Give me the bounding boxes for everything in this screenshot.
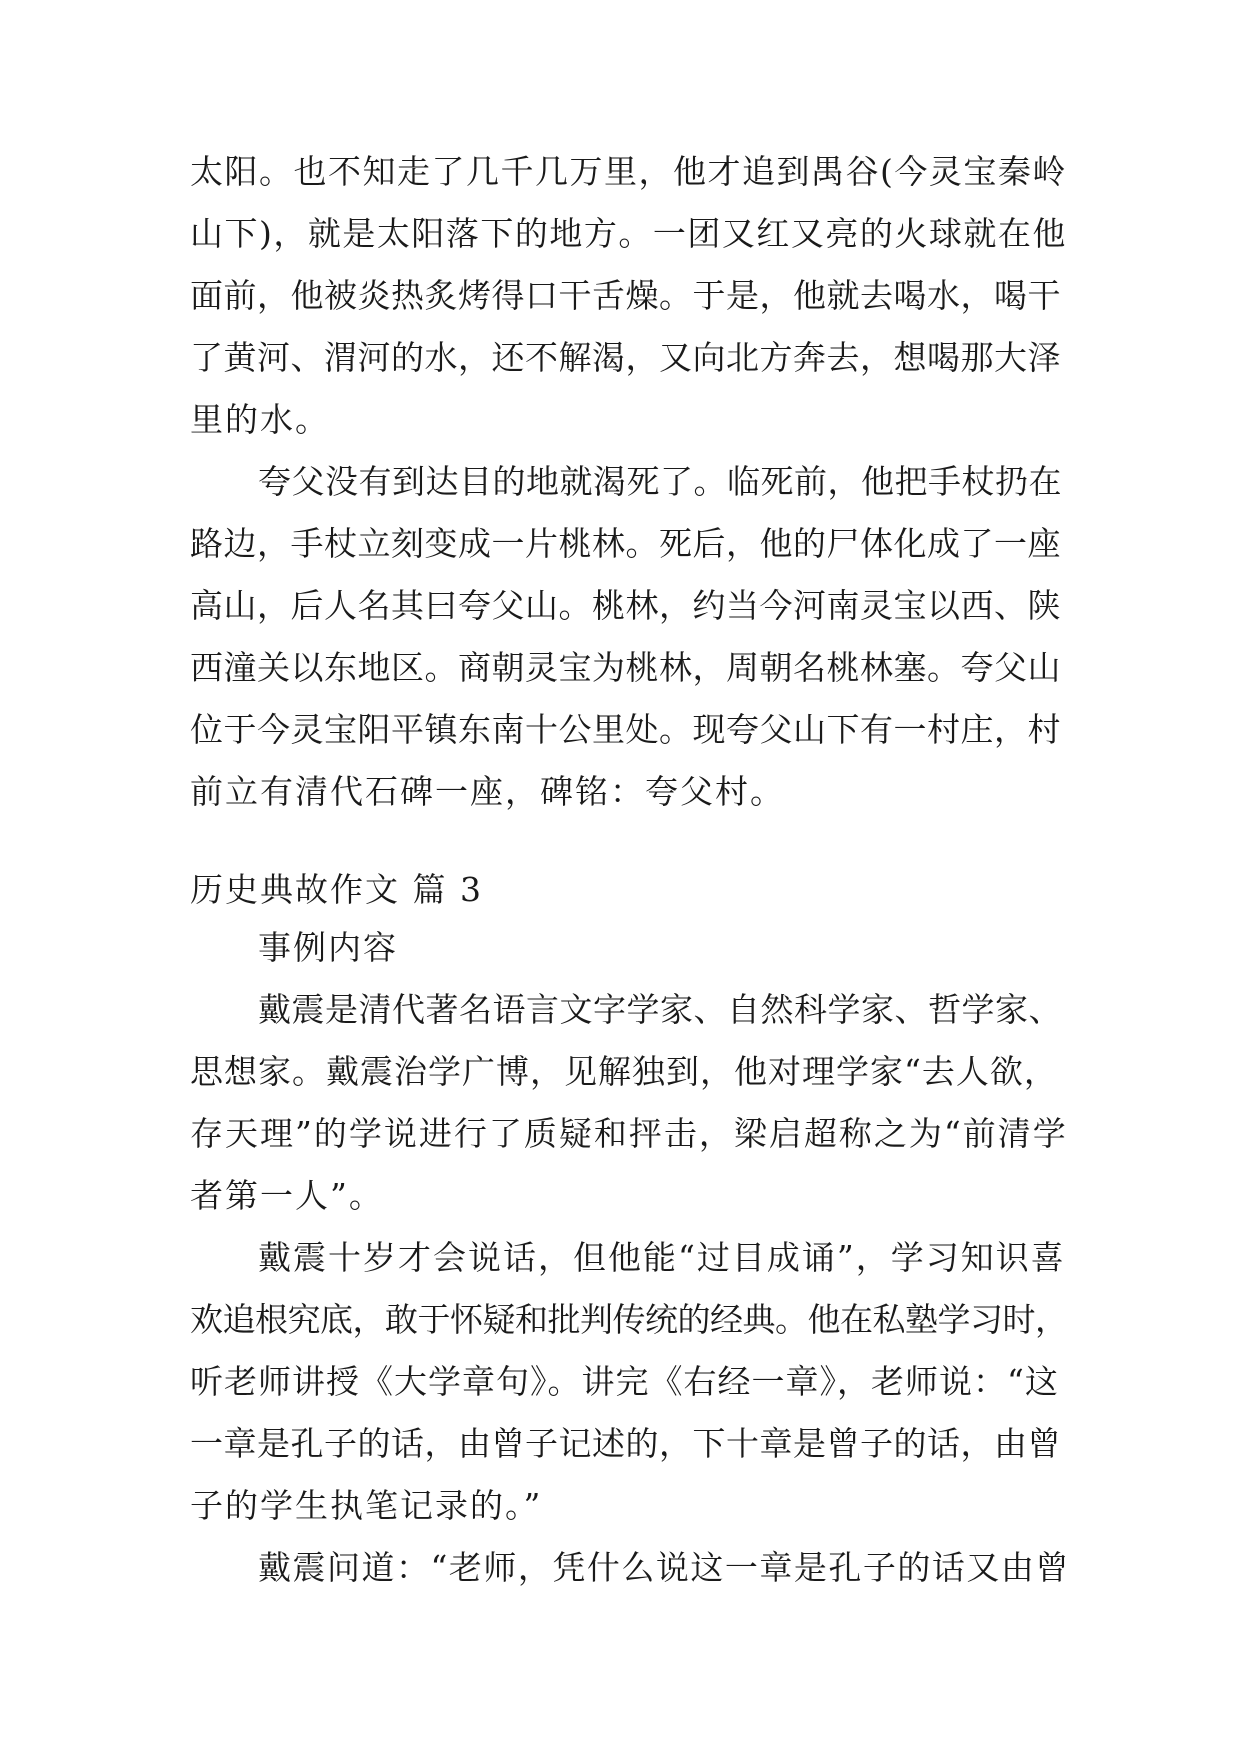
paragraph-line: 面前，他被炎热炙烤得口干舌燥。于是，他就去喝水，喝干 [190,276,1061,315]
paragraph-line: 戴震是清代著名语言文字学家、自然科学家、哲学家、 [258,990,1062,1029]
paragraph-line: 戴震十岁才会说话，但他能“过目成诵”，学习知识喜 [258,1238,1066,1277]
paragraph-line: 听老师讲授《大学章句》。讲完《右经一章》，老师说：“这 [190,1362,1059,1401]
paragraph-line: 位于今灵宝阳平镇东南十公里处。现夸父山下有一村庄，村 [190,710,1061,749]
paragraph-line: 太阳。也不知走了几千几万里，他才追到禺谷(今灵宝秦岭 [190,152,1067,191]
paragraph-line: 者第一人”。 [190,1176,384,1215]
paragraph-line: 路边，手杖立刻变成一片桃林。死后，他的尸体化成了一座 [190,524,1061,563]
paragraph-line: 夸父没有到达目的地就渴死了。临死前，他把手杖扔在 [258,462,1062,501]
paragraph-line: 思想家。戴震治学广博，见解独到，他对理学家“去人欲， [190,1052,1058,1091]
paragraph-line: 了黄河、渭河的水，还不解渴，又向北方奔去，想喝那大泽 [190,338,1061,377]
section-heading: 历史典故作文 篇 3 [190,870,483,909]
paragraph-line: 里的水。 [190,400,330,439]
paragraph-line: 西潼关以东地区。商朝灵宝为桃林，周朝名桃林塞。夸父山 [190,648,1061,687]
paragraph-line: 子的学生执笔记录的。” [190,1486,543,1525]
subheading: 事例内容 [258,928,398,967]
paragraph-line: 一章是孔子的话，由曾子记述的，下十章是曾子的话，由曾 [190,1424,1061,1463]
paragraph-line: 前立有清代石碑一座，碑铭：夸父村。 [190,772,785,811]
paragraph-line: 存天理”的学说进行了质疑和抨击，梁启超称之为“前清学 [190,1114,1068,1153]
paragraph-line: 戴震问道：“老师，凭什么说这一章是孔子的话又由曾 [258,1548,1070,1587]
paragraph-line: 欢追根究底，敢于怀疑和批判传统的经典。他在私塾学习时， [190,1300,1068,1339]
paragraph-line: 山下)，就是太阳落下的地方。一团又红又亮的火球就在他 [190,214,1067,253]
paragraph-line: 高山，后人名其曰夸父山。桃林，约当今河南灵宝以西、陕 [190,586,1061,625]
